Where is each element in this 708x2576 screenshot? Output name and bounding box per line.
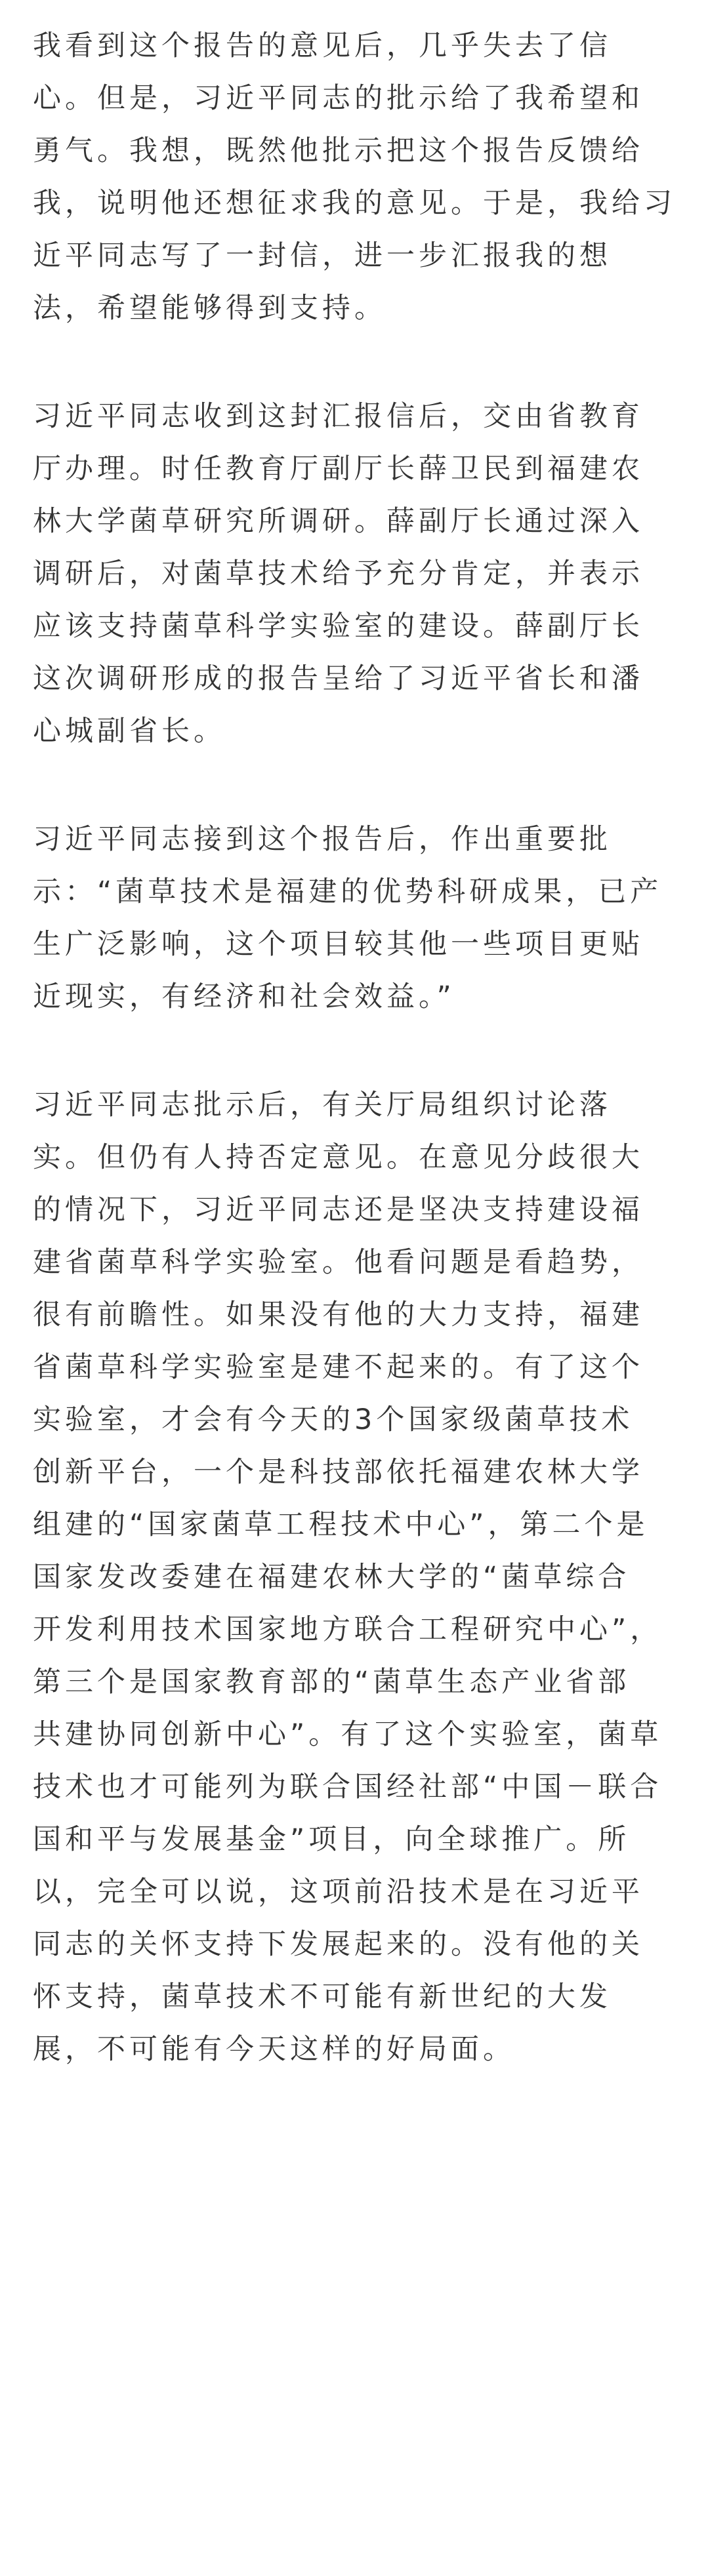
text-line: 组建的“国家菌草工程技术中心”，第二个是 xyxy=(33,1508,649,1541)
text-line: 同志的关怀支持下发展起来的。没有他的关 xyxy=(33,1928,644,1961)
text-line: 法，希望能够得到支持。 xyxy=(33,292,386,325)
text-line: 习近平同志批示后，有关厅局组织讨论落 xyxy=(33,1089,612,1121)
text-line: 勇气。我想，既然他批示把这个报告反馈给 xyxy=(33,134,644,167)
text-line: 调研后，对菌草技术给予充分肯定，并表示 xyxy=(33,557,644,590)
text-line: 近现实，有经济和社会效益。” xyxy=(33,980,455,1013)
text-line: 厅办理。时任教育厅副厅长薛卫民到福建农 xyxy=(33,453,644,485)
paragraph-3 xyxy=(33,813,689,1023)
text-line: 省菌草科学实验室是建不起来的。有了这个 xyxy=(33,1351,644,1384)
paragraph-spacer xyxy=(33,757,689,813)
text-line: 习近平同志收到这封汇报信后，交由省教育 xyxy=(33,400,644,433)
text-line: 第三个是国家教育部的“菌草生态产业省部 xyxy=(33,1666,631,1699)
text-line: 示：“菌草技术是福建的优势科研成果，已产 xyxy=(33,875,663,908)
text-line: 国家发改委建在福建农林大学的“菌草综合 xyxy=(33,1561,631,1594)
text-line: 怀支持，菌草技术不可能有新世纪的大发 xyxy=(33,1981,612,2013)
text-line: 很有前瞻性。如果没有他的大力支持，福建 xyxy=(33,1298,644,1331)
paragraph-4 xyxy=(33,1079,689,2076)
paragraph-2 xyxy=(33,390,689,757)
text-line: 实。但仍有人持否定意见。在意见分歧很大 xyxy=(33,1141,644,1174)
text-line: 共建协同创新中心”。有了这个实验室，菌草 xyxy=(33,1718,663,1751)
text-line: 以，完全可以说，这项前沿技术是在习近平 xyxy=(33,1876,644,1908)
text-line: 心城副省长。 xyxy=(33,715,226,748)
text-line: 我看到这个报告的意见后，几乎失去了信 xyxy=(33,30,612,62)
text-line: 近平同志写了一封信，进一步汇报我的想 xyxy=(33,239,612,272)
text-line: 林大学菌草研究所调研。薛副厅长通过深入 xyxy=(33,505,644,538)
text-line: 展，不可能有今天这样的好局面。 xyxy=(33,2033,515,2066)
paragraph-spacer xyxy=(33,1023,689,1079)
text-line: 习近平同志接到这个报告后，作出重要批 xyxy=(33,823,612,856)
article-body xyxy=(33,0,689,2076)
text-line: 建省菌草科学实验室。他看问题是看趋势， xyxy=(33,1246,644,1279)
text-line: 的情况下，习近平同志还是坚决支持建设福 xyxy=(33,1194,644,1226)
text-line: 我，说明他还想征求我的意见。于是，我给习 xyxy=(33,187,676,220)
text-line: 这次调研形成的报告呈给了习近平省长和潘 xyxy=(33,662,644,695)
text-line: 应该支持菌草科学实验室的建设。薛副厅长 xyxy=(33,610,644,643)
text-line: 开发利用技术国家地方联合工程研究中心”， xyxy=(33,1613,663,1646)
text-line: 生广泛影响，这个项目较其他一些项目更贴 xyxy=(33,928,644,961)
text-line: 创新平台，一个是科技部依托福建农林大学 xyxy=(33,1456,644,1489)
paragraph-1 xyxy=(33,20,689,334)
text-line: 心。但是，习近平同志的批示给了我希望和 xyxy=(33,82,644,115)
paragraph-spacer xyxy=(33,334,689,390)
text-line: 实验室，才会有今天的3个国家级菌草技术 xyxy=(33,1403,634,1436)
text-line: 技术也才可能列为联合国经社部“中国－联合 xyxy=(33,1771,663,1803)
text-line: 国和平与发展基金”项目，向全球推广。所 xyxy=(33,1823,631,1856)
